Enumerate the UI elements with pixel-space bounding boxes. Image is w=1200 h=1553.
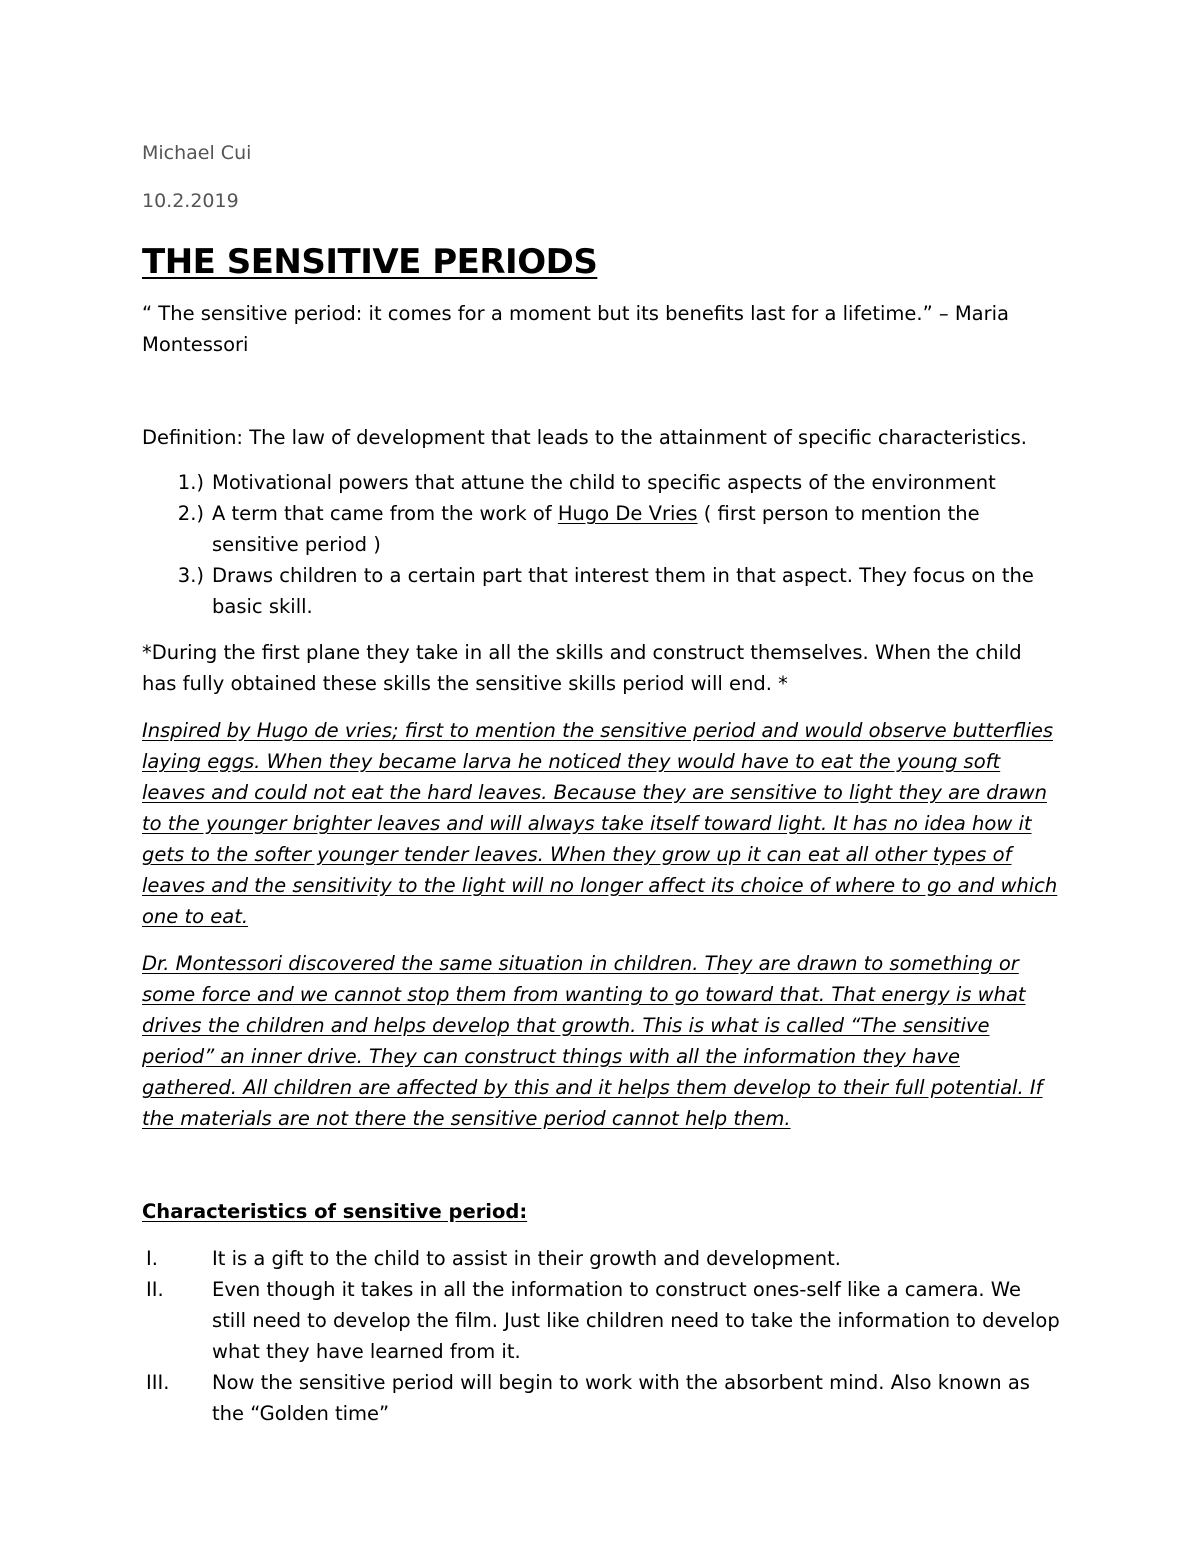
hugo-de-vries-paragraph: Inspired by Hugo de vries; first to mention the sensitive period and would observe butterflies laying eggs. When they became larva he noticed they would have to eat the young soft leaves and could not eat the hard leaves. Because they are sensitive to light they are drawn to the younger brighter leaves and will always take itself toward light. It has no idea how it gets to the softer younger tender leaves. When they grow up it can eat all other types of leaves and the sensitivity to the light will no longer affect its choice of where to go and which one to eat.	[142, 719, 1058, 928]
list-item	[142, 1243, 1060, 1274]
list-marker: 1.)	[177, 471, 204, 494]
list-item	[142, 467, 1060, 498]
list-item-text: It is a gift to the child to assist in their growth and development.	[212, 1247, 841, 1270]
montessori-discovery-paragraph: Dr. Montessori discovered the same situation in children. They are drawn to something or some force and we cannot stop them from wanting to go toward that. That energy is what drives the children and helps develop that growth. This is what is called “The sensitive period” an inner drive. They can construct things with all the information they have gathered. All children are affected by this and it helps them develop to their full potential. If the materials are not there the sensitive period cannot help them.	[142, 952, 1043, 1130]
list-item-text: Motivational powers that attune the child to specific aspects of the environment	[212, 471, 996, 494]
definition-text: Definition: The law of development that leads to the attainment of specific characteristics.	[142, 426, 1028, 449]
list-item-text-before: A term that came from the work of	[212, 502, 558, 525]
characteristics-heading: Characteristics of sensitive period:	[142, 1200, 528, 1223]
montessori-quote: “ The sensitive period: it comes for a moment but its benefits last for a lifetime.” – Maria Montessori	[142, 302, 1009, 356]
list-marker: III.	[146, 1371, 170, 1394]
list-marker: II.	[146, 1278, 164, 1301]
list-item	[142, 498, 1060, 560]
document-title: THE SENSITIVE PERIODS	[142, 242, 598, 282]
list-item-text	[212, 498, 1060, 560]
list-item	[142, 1367, 1060, 1429]
first-plane-note: *During the first plane they take in all the skills and construct themselves. When the child has fully obtained these skills the sensitive skills period will end. *	[142, 641, 1022, 695]
list-item-text: Even though it takes in all the information to construct ones-self like a camera. We still need to develop the film. Just like children need to take the information to develop what they have learned from it.	[212, 1278, 1060, 1363]
list-marker: I.	[146, 1247, 158, 1270]
author-name: Michael Cui	[142, 142, 252, 164]
list-item-text-after: ( first person to mention the sensitive period )	[212, 502, 980, 556]
hugo-de-vries-link[interactable]: Hugo De Vries	[557, 502, 698, 525]
list-marker: 3.)	[177, 564, 204, 587]
characteristics-list	[142, 1243, 1060, 1429]
list-item	[142, 560, 1060, 622]
list-item-text: Draws children to a certain part that interest them in that aspect. They focus on the basic skill.	[212, 564, 1034, 618]
list-item-text: Now the sensitive period will begin to work with the absorbent mind. Also known as the “Golden time”	[212, 1371, 1030, 1425]
list-marker: 2.)	[177, 502, 204, 525]
list-item	[142, 1274, 1060, 1367]
document-page	[142, 138, 1060, 1429]
definition-list	[142, 467, 1060, 622]
document-date: 10.2.2019	[142, 190, 239, 212]
